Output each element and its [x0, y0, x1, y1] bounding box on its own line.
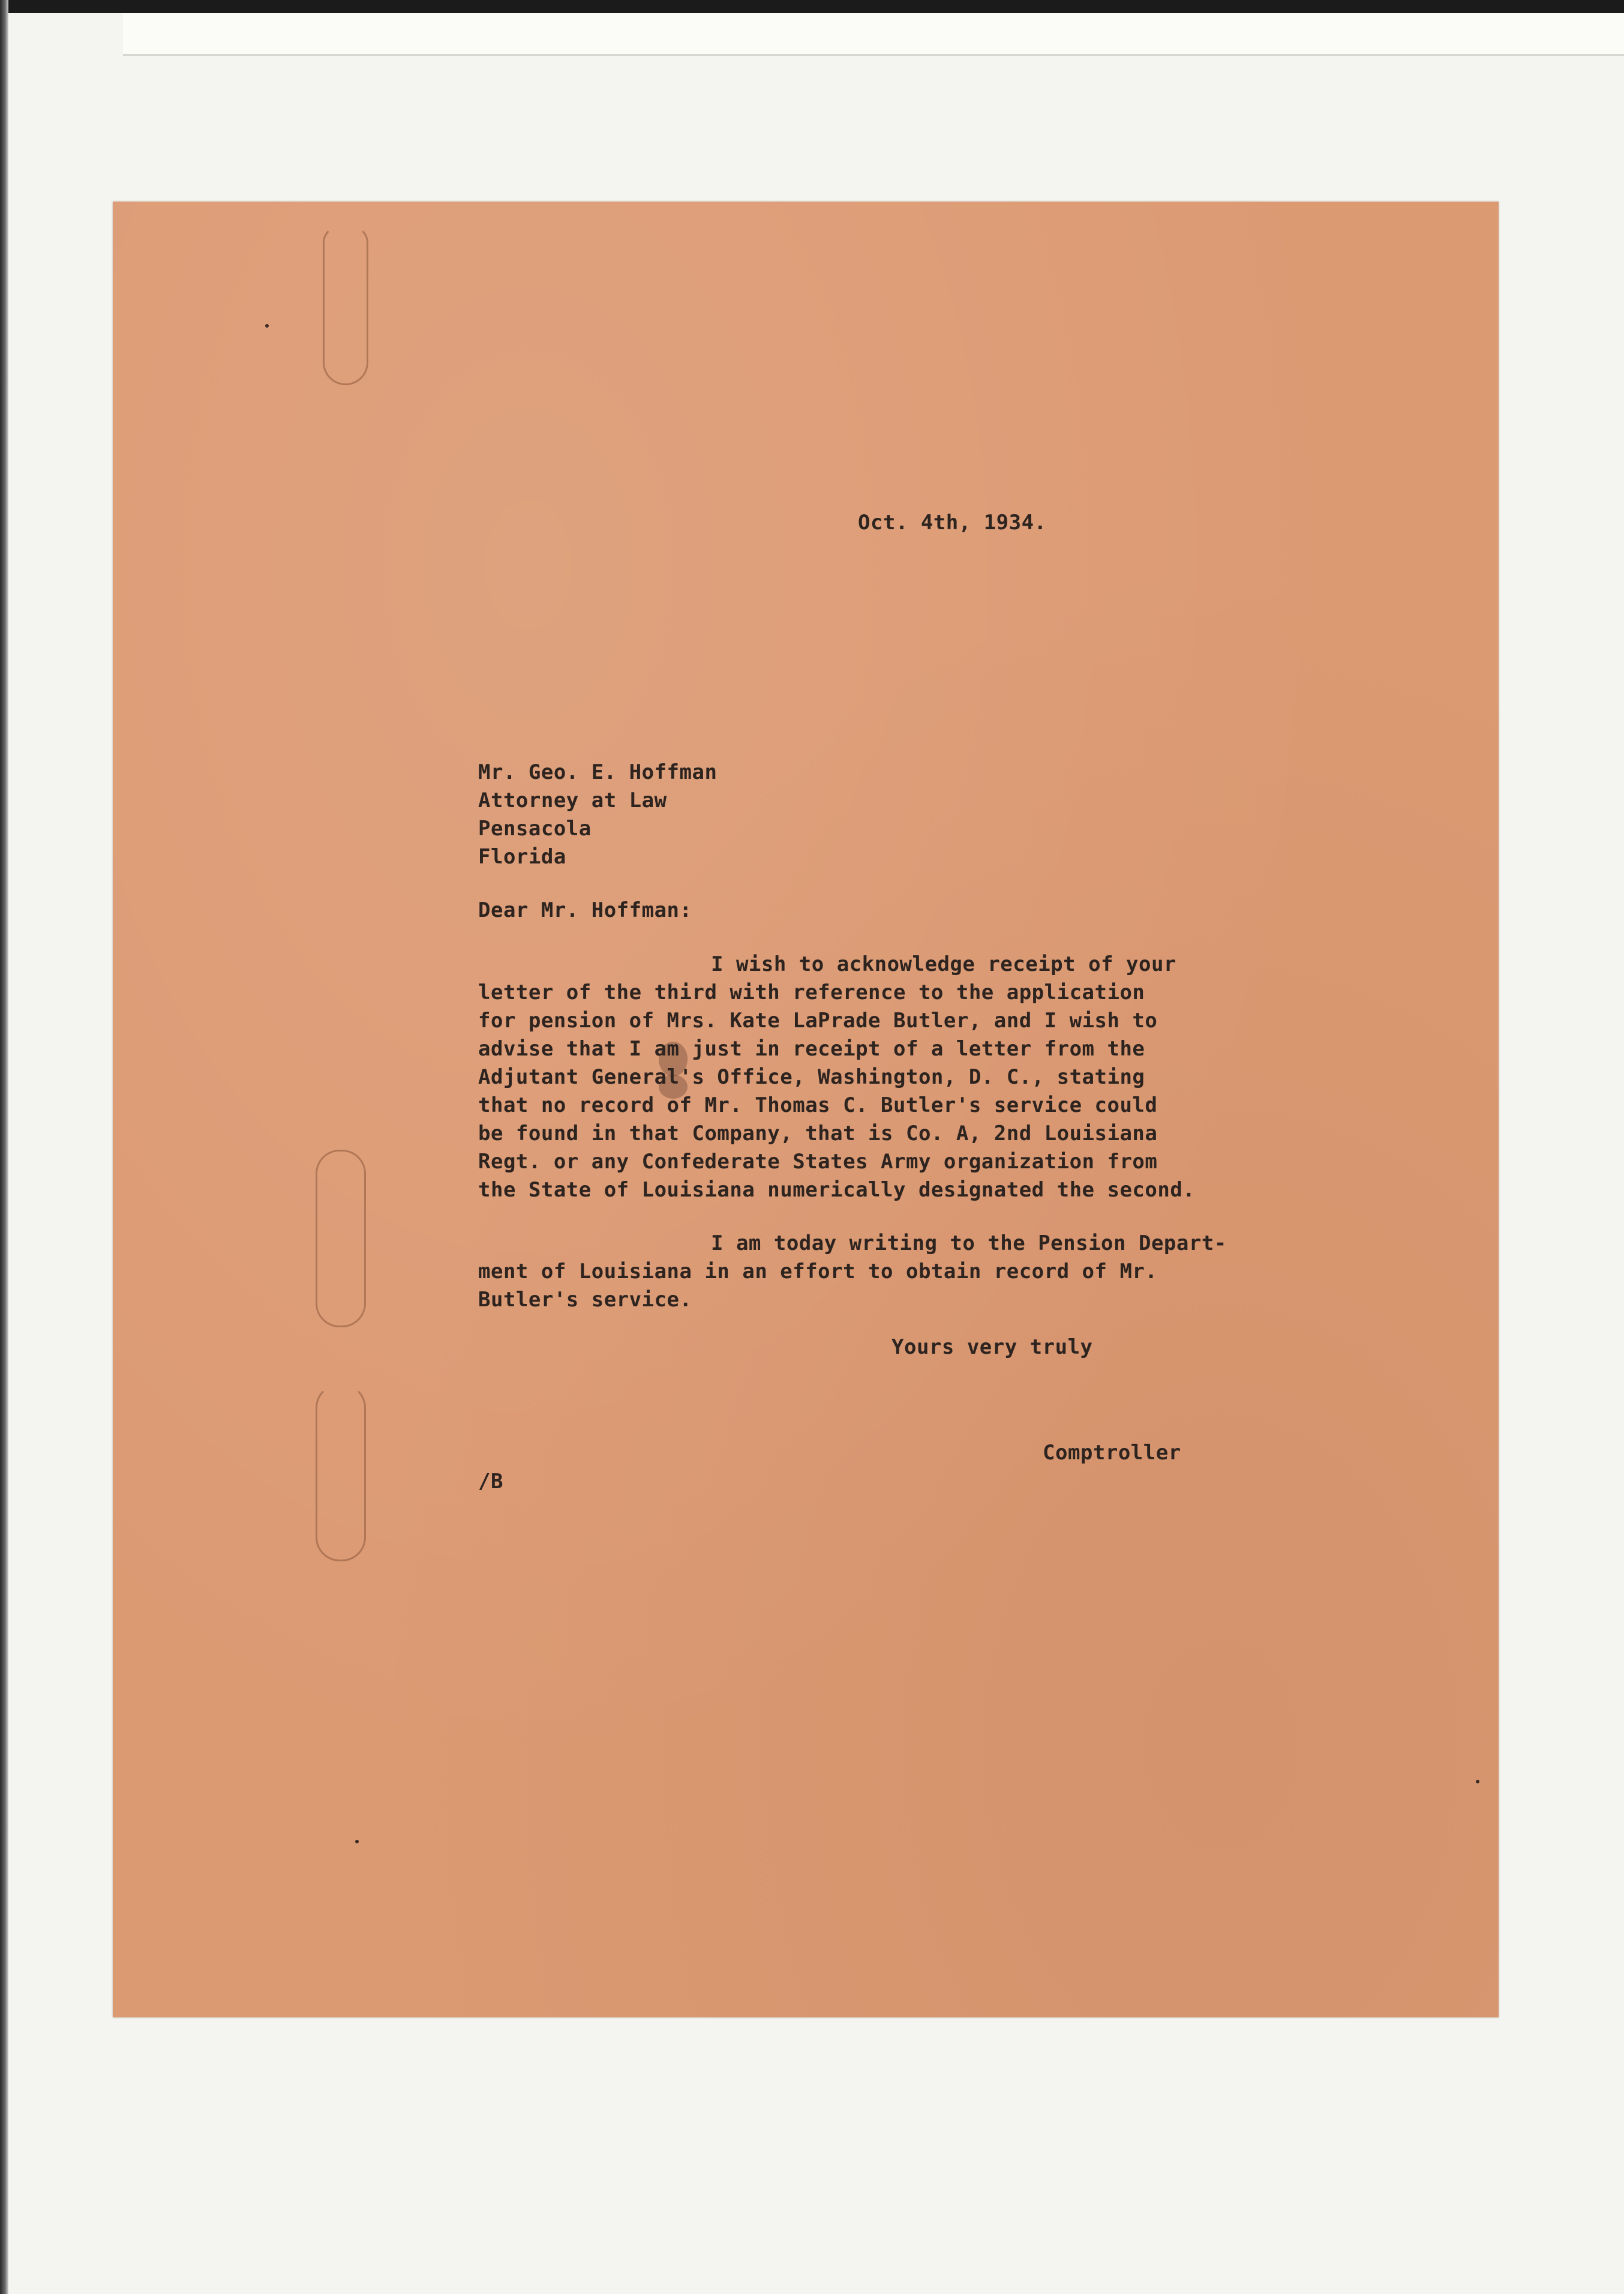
staple-mark-top — [323, 226, 368, 385]
backing-sheet — [123, 13, 1624, 56]
paragraph-line: Regt. or any Confederate States Army organization from — [478, 1150, 1158, 1174]
paragraph-line: Adjutant General's Office, Washington, D. C., stating — [478, 1065, 1145, 1089]
paragraph-line: letter of the third with reference to the application — [478, 980, 1145, 1004]
paragraph-line: advise that I am just in receipt of a letter from the — [478, 1037, 1145, 1061]
scan-border-left — [0, 0, 8, 2294]
paragraph-line: Butler's service. — [478, 1288, 692, 1312]
paragraph-line: that no record of Mr. Thomas C. Butler's service could — [478, 1093, 1158, 1117]
paragraph-line: I am today writing to the Pension Depart- — [711, 1231, 1227, 1255]
paragraph-line: I wish to acknowledge receipt of your — [711, 952, 1176, 976]
salutation: Dear Mr. Hoffman: — [478, 898, 692, 922]
scan-border-top — [0, 0, 1624, 13]
recipient-line: Florida — [478, 845, 566, 869]
letter-date: Oct. 4th, 1934. — [858, 511, 1047, 535]
paragraph-line: ment of Louisiana in an effort to obtain record of Mr. — [478, 1260, 1158, 1284]
paragraph-line: for pension of Mrs. Kate LaPrade Butler, and I wish to — [478, 1009, 1158, 1033]
staple-mark-bottom — [316, 1384, 366, 1561]
paper-speck — [265, 324, 269, 328]
recipient-line: Pensacola — [478, 817, 592, 841]
typist-initials: /B — [478, 1470, 503, 1494]
letter-sheet — [113, 202, 1499, 2017]
complimentary-closing: Yours very truly — [891, 1335, 1093, 1359]
signature-title: Comptroller — [1043, 1441, 1181, 1465]
recipient-line: Mr. Geo. E. Hoffman — [478, 760, 718, 784]
paragraph-line: be found in that Company, that is Co. A, 2nd Louisiana — [478, 1121, 1158, 1145]
paragraph-line: the State of Louisiana numerically designated the second. — [478, 1178, 1196, 1202]
paper-speck — [1476, 1780, 1479, 1783]
paper-speck — [355, 1840, 359, 1843]
recipient-line: Attorney at Law — [478, 788, 667, 812]
staple-mark-middle — [316, 1150, 366, 1327]
